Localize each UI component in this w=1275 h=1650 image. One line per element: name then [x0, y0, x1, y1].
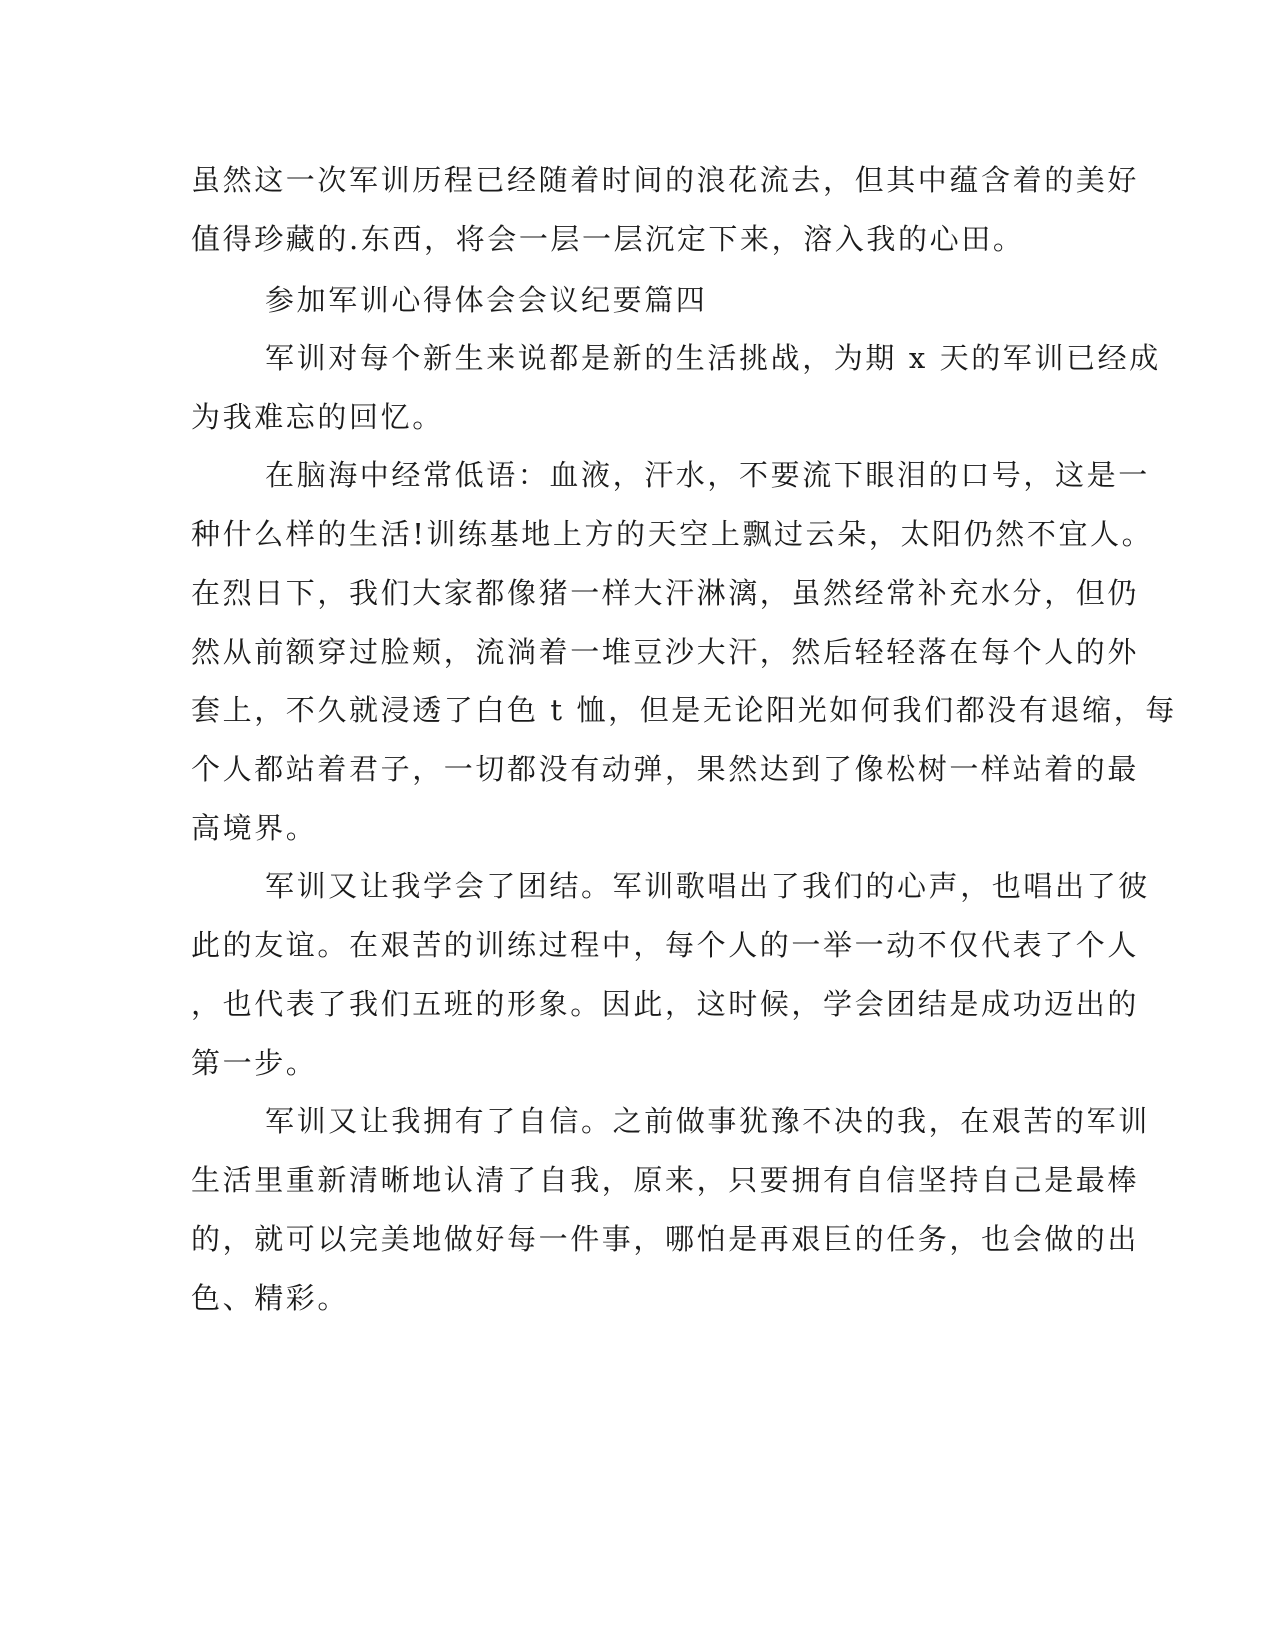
text-line: 在脑海中经常低语：血液，汗水，不要流下眼泪的口号，这是一 — [265, 458, 1150, 492]
text-line: 高境界。 — [191, 811, 318, 845]
text-line: 生活里重新清晰地认清了自我，原来，只要拥有自信坚持自己是最棒 — [191, 1163, 1140, 1197]
text-line: 军训又让我拥有了自信。之前做事犹豫不决的我，在艰苦的军训 — [265, 1104, 1150, 1138]
section-heading: 参加军训心得体会会议纪要篇四 — [265, 283, 708, 317]
text-line: 色、精彩。 — [191, 1281, 350, 1315]
text-line: 第一步。 — [191, 1046, 318, 1080]
text-line: 个人都站着君子，一切都没有动弹，果然达到了像松树一样站着的最 — [191, 752, 1140, 786]
text-line: 套上，不久就浸透了白色 t 恤，但是无论阳光如何我们都没有退缩，每 — [191, 693, 1177, 727]
text-line: 种什么样的生活!训练基地上方的天空上飘过云朵，太阳仍然不宜人。 — [191, 517, 1154, 551]
text-line: 军训对每个新生来说都是新的生活挑战，为期 x 天的军训已经成 — [265, 341, 1161, 375]
text-line: 值得珍藏的.东西，将会一层一层沉定下来，溶入我的心田。 — [191, 222, 1025, 256]
text-line: 在烈日下，我们大家都像猪一样大汗淋漓，虽然经常补充水分，但仍 — [191, 576, 1140, 610]
text-line: ，也代表了我们五班的形象。因此，这时候，学会团结是成功迈出的 — [191, 987, 1140, 1021]
text-line: 的，就可以完美地做好每一件事，哪怕是再艰巨的任务，也会做的出 — [191, 1222, 1140, 1256]
text-line: 为我难忘的回忆。 — [191, 400, 444, 434]
text-line: 军训又让我学会了团结。军训歌唱出了我们的心声，也唱出了彼 — [265, 869, 1150, 903]
text-line: 此的友谊。在艰苦的训练过程中，每个人的一举一动不仅代表了个人 — [191, 928, 1140, 962]
text-line: 然从前额穿过脸颊，流淌着一堆豆沙大汗，然后轻轻落在每个人的外 — [191, 635, 1140, 669]
text-line: 虽然这一次军训历程已经随着时间的浪花流去，但其中蕴含着的美好 — [191, 163, 1140, 197]
